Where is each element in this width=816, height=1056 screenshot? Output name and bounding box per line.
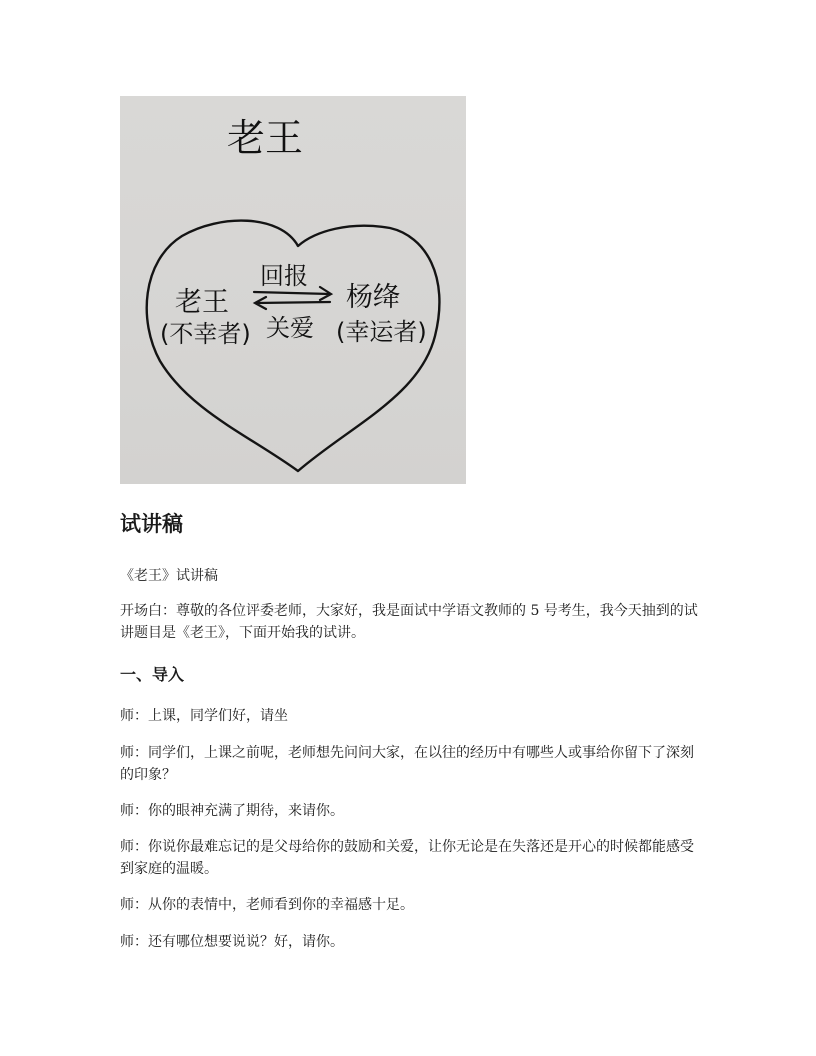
diagram-title: 老王 (227, 116, 304, 160)
subtitle: 《老王》试讲稿 (120, 568, 218, 584)
dialogue-line: 师：从你的表情中，老师看到你的幸福感十足。 (120, 897, 414, 913)
right-role: (幸运者) (336, 318, 427, 346)
dialogue-line: 师：上课，同学们好，请坐 (120, 708, 288, 724)
dialogue-line: 师：你说你最难忘记的是父母给你的鼓励和关爱，让你无论是在失落还是开心的时候都能感受到家庭的温暖。 (120, 839, 694, 877)
arrow-label-top: 回报 (260, 262, 308, 290)
dialogue-line: 师：同学们，上课之前呢，老师想先问问大家，在以往的经历中有哪些人或事给你留下了深刻的印象？ (120, 745, 694, 783)
opening-paragraph: 开场白：尊敬的各位评委老师，大家好，我是面试中学语文教师的 5 号考生，我今天抽到的试讲题目是《老王》，下面开始我的试讲。 (120, 603, 698, 641)
handwritten-heart-diagram (120, 96, 466, 484)
arrow-label-bottom: 关爱 (266, 314, 314, 342)
right-name: 杨绛 (346, 282, 400, 313)
left-name: 老王 (175, 287, 229, 318)
heading: 试讲稿 (120, 512, 183, 536)
dialogue-line: 师：还有哪位想要说说？好，请你。 (120, 934, 344, 950)
section-heading-intro: 一、导入 (120, 665, 185, 684)
heart-diagram-drawing (120, 96, 466, 484)
dialogue-line: 师：你的眼神充满了期待，来请你。 (120, 803, 344, 819)
left-role: (不幸者) (160, 320, 251, 348)
arrow-left (255, 297, 330, 309)
